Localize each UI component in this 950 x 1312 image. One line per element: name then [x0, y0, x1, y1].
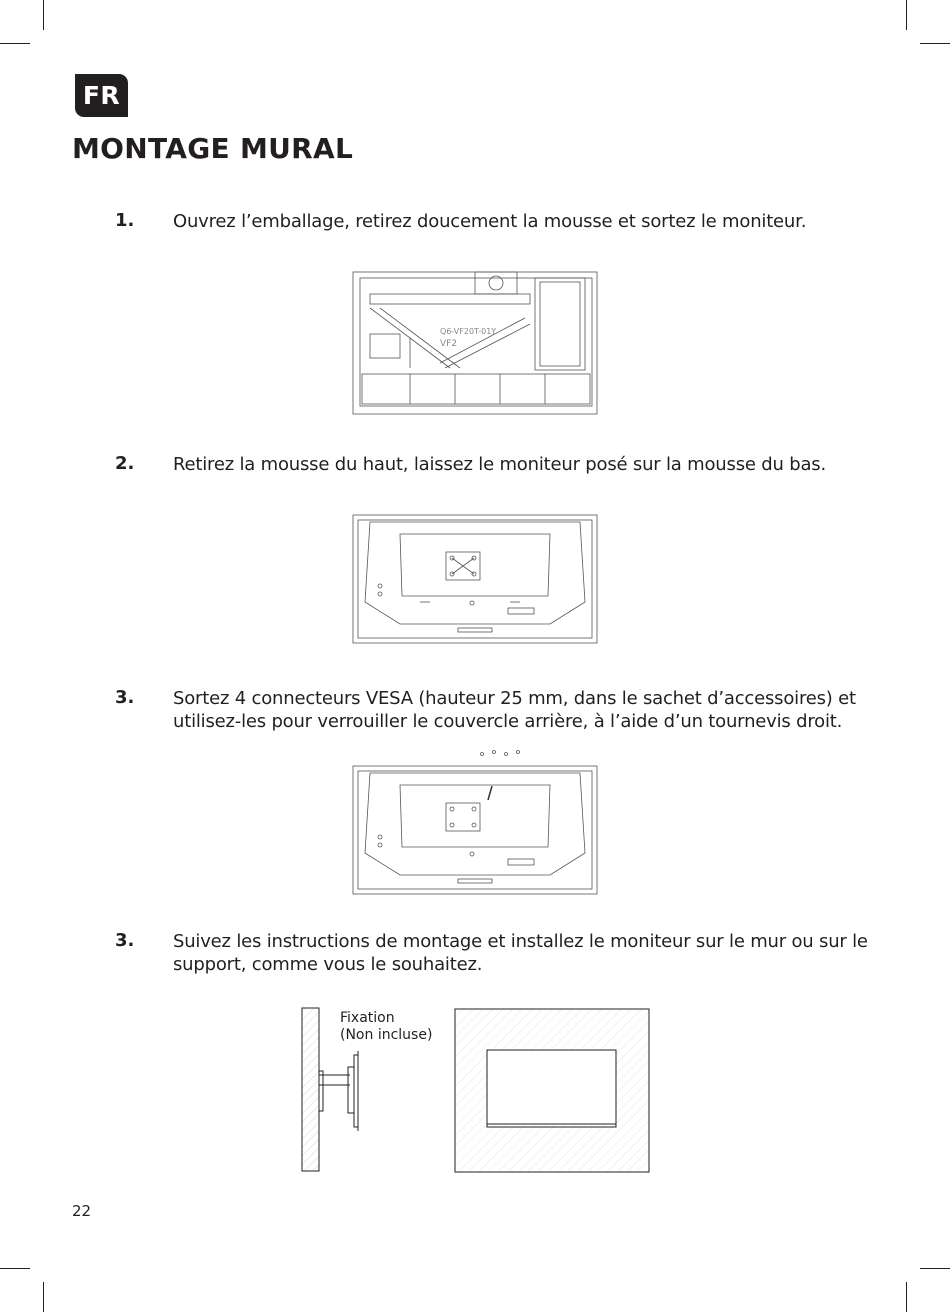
crop-mark-top-left-v — [43, 0, 44, 30]
box-marking-1: Q6-VF20T-01Y — [440, 327, 497, 336]
step-1-text: Ouvrez l’emballage, retirez doucement la mousse et sortez le moniteur. — [173, 211, 807, 232]
language-badge: FR — [75, 74, 128, 117]
crop-mark-bottom-left-h — [0, 1268, 30, 1269]
step-3-number: 3. — [115, 687, 135, 708]
crop-mark-bottom-right-h — [920, 1268, 950, 1269]
step-3-text: Sortez 4 connecteurs VESA (hauteur 25 mm, dans le sachet d’accessoires) et utilisez-les pour verrouiller le couvercle arrière, à l’aide d’un tournevis droit. — [173, 688, 856, 732]
step-2-number: 2. — [115, 453, 135, 474]
step-4-number: 3. — [115, 930, 135, 951]
crop-mark-top-left-h — [0, 43, 30, 44]
figure-open-packaging — [350, 268, 600, 418]
step-4-text: Suivez les instructions de montage et installez le moniteur sur le mur ou sur le support, comme vous le souhaitez. — [173, 931, 868, 975]
box-marking-2: VF2 — [440, 339, 458, 349]
step-2-text: Retirez la mousse du haut, laissez le moniteur posé sur la mousse du bas. — [173, 454, 826, 475]
crop-mark-top-right-h — [920, 43, 950, 44]
fixation-label: Fixation (Non incluse) — [340, 1010, 433, 1043]
figure-monitor-on-foam — [350, 512, 600, 646]
crop-mark-bottom-left-v — [43, 1282, 44, 1312]
page-title: MONTAGE MURAL — [72, 132, 354, 165]
figure-wall-mount-front — [454, 1008, 652, 1174]
crop-mark-top-right-v — [906, 0, 907, 30]
page-number: 22 — [72, 1202, 92, 1220]
figure-vesa-connectors — [350, 748, 600, 898]
step-1-number: 1. — [115, 210, 135, 231]
crop-mark-bottom-right-v — [906, 1282, 907, 1312]
